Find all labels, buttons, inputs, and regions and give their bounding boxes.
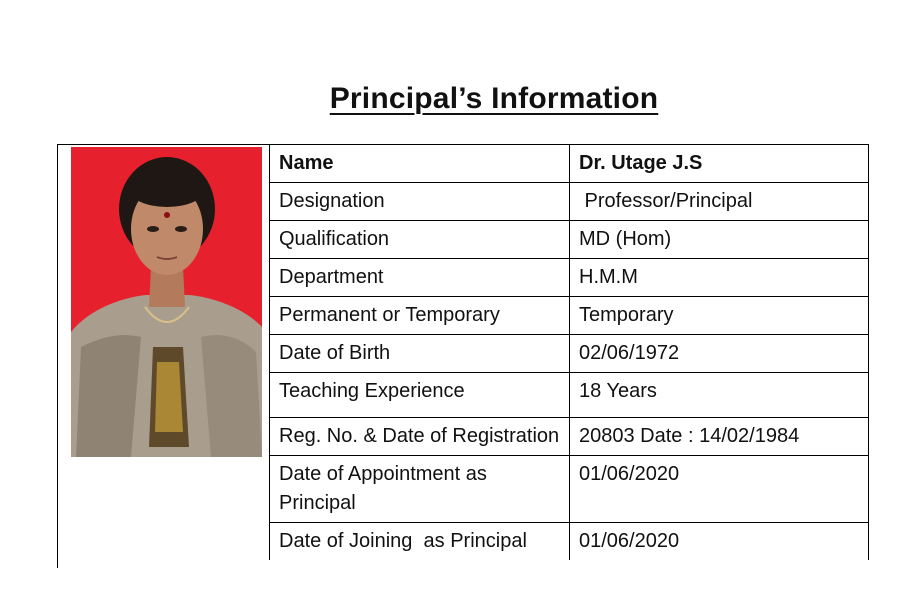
label-qualification: Qualification — [270, 221, 570, 259]
table-row-qualification — [270, 221, 869, 259]
value-date-of-birth: 02/06/1972 — [570, 335, 869, 373]
label-employment-type: Permanent or Temporary — [270, 297, 570, 335]
principal-photo — [71, 147, 262, 457]
value-teaching-experience: 18 Years — [570, 373, 869, 418]
value-employment-type: Temporary — [570, 297, 869, 335]
principal-portrait-image — [71, 147, 262, 457]
value-registration: 20803 Date : 14/02/1984 — [570, 418, 869, 456]
value-designation: Professor/Principal — [570, 183, 869, 221]
label-registration: Reg. No. & Date of Registration — [270, 418, 570, 456]
value-joining: 01/06/2020 — [570, 523, 869, 561]
table-row-registration — [270, 418, 869, 456]
table-row-date-of-birth — [270, 335, 869, 373]
table-row-teaching-experience — [270, 373, 869, 418]
value-appointment: 01/06/2020 — [570, 456, 869, 523]
label-name: Name — [270, 145, 570, 183]
label-designation: Designation — [270, 183, 570, 221]
principal-info-table — [269, 144, 869, 560]
table-row-joining — [270, 523, 869, 561]
table-row-designation — [270, 183, 869, 221]
label-appointment: Date of Appointment as Principal — [270, 456, 570, 523]
label-joining: Date of Joining as Principal — [270, 523, 570, 561]
value-name: Dr. Utage J.S — [570, 145, 869, 183]
label-date-of-birth: Date of Birth — [270, 335, 570, 373]
page-title: Principal’s Information — [329, 82, 659, 115]
table-row-employment-type — [270, 297, 869, 335]
table-row-department — [270, 259, 869, 297]
label-teaching-experience: Teaching Experience — [270, 373, 570, 418]
page-bottom-margin — [0, 568, 911, 602]
value-department: H.M.M — [570, 259, 869, 297]
label-department: Department — [270, 259, 570, 297]
table-row-appointment — [270, 456, 869, 523]
value-qualification: MD (Hom) — [570, 221, 869, 259]
table-row-name — [270, 145, 869, 183]
